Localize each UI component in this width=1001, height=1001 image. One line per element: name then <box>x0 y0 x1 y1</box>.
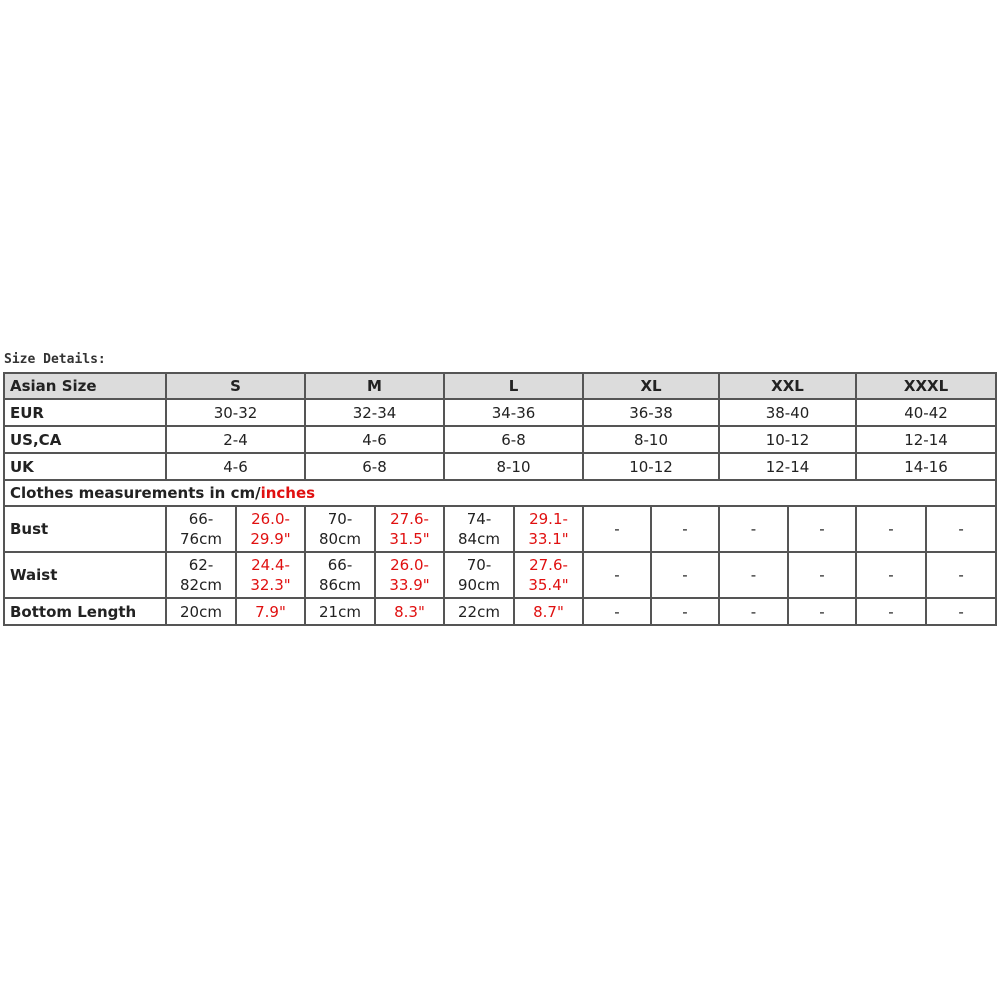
cm-cell <box>444 506 514 552</box>
conversion-cell: 38-40 <box>719 399 856 426</box>
inch-cell <box>514 598 583 625</box>
cell-line: 29.9" <box>250 530 291 548</box>
cell-line: 20cm <box>180 602 222 621</box>
cell-line: 26.0- <box>390 556 429 574</box>
cell-line: 76cm <box>180 530 222 548</box>
cell-line: - <box>682 566 688 584</box>
conversion-cell: 12-14 <box>719 453 856 480</box>
cm-cell <box>583 506 651 552</box>
cell-line: 8.3" <box>394 602 425 621</box>
cm-cell <box>166 598 236 625</box>
row-label: US,CA <box>4 426 166 453</box>
inch-cell <box>236 552 305 598</box>
measurement-row <box>4 506 996 552</box>
conversion-cell: 8-10 <box>444 453 583 480</box>
cell-line: - <box>682 520 688 538</box>
conversion-cell: 10-12 <box>583 453 719 480</box>
cell-line: 21cm <box>319 602 361 621</box>
size-header-label: Asian Size <box>4 373 166 399</box>
cell-line: - <box>614 520 620 538</box>
cell-line: 84cm <box>458 530 500 548</box>
cell-line: 8.7" <box>533 602 564 621</box>
cell-line: 22cm <box>458 602 500 621</box>
measurements-title-prefix: Clothes measurements in cm/ <box>10 484 261 502</box>
cell-line: 66- <box>327 556 353 574</box>
cm-cell <box>583 552 651 598</box>
size-header-cell: M <box>305 373 444 399</box>
cell-line: - <box>614 602 620 621</box>
inch-cell <box>514 506 583 552</box>
cell-line: 27.6- <box>529 556 568 574</box>
cell-line: 70- <box>327 510 353 528</box>
cm-cell <box>926 552 996 598</box>
cm-cell <box>856 552 926 598</box>
cell-line: - <box>819 566 825 584</box>
cm-cell <box>651 552 719 598</box>
row-label: Bottom Length <box>4 598 166 625</box>
cm-cell <box>788 552 856 598</box>
cm-cell <box>719 598 788 625</box>
cm-cell <box>583 598 651 625</box>
conversion-cell: 32-34 <box>305 399 444 426</box>
cm-cell <box>788 598 856 625</box>
cell-line: 29.1- <box>529 510 568 528</box>
cell-line: - <box>958 566 964 584</box>
cm-cell <box>651 598 719 625</box>
size-header-row <box>4 373 996 399</box>
size-header-cell: XXL <box>719 373 856 399</box>
inch-cell <box>514 552 583 598</box>
measurements-title-inches: inches <box>260 484 316 502</box>
conversion-cell: 2-4 <box>166 426 305 453</box>
size-header-cell: XXXL <box>856 373 996 399</box>
size-details-title: Size Details: <box>4 352 106 367</box>
size-header-cell: XL <box>583 373 719 399</box>
cell-line: 66- <box>188 510 214 528</box>
size-chart-table <box>3 372 997 626</box>
row-label: EUR <box>4 399 166 426</box>
cell-line: 74- <box>466 510 492 528</box>
cell-line: - <box>750 520 757 538</box>
row-label: UK <box>4 453 166 480</box>
conversion-cell: 6-8 <box>444 426 583 453</box>
conversion-cell: 6-8 <box>305 453 444 480</box>
cm-cell <box>856 506 926 552</box>
cell-line: 7.9" <box>255 602 286 621</box>
size-header-cell: S <box>166 373 305 399</box>
measurement-row <box>4 552 996 598</box>
measurement-row <box>4 598 996 625</box>
cell-line: - <box>750 602 757 621</box>
cell-line: - <box>888 520 894 538</box>
cm-cell <box>305 598 375 625</box>
cell-line: 35.4" <box>528 576 569 594</box>
cell-line: 82cm <box>180 576 222 594</box>
size-details-section <box>3 350 998 626</box>
cell-line: - <box>614 566 620 584</box>
cell-line: 27.6- <box>390 510 429 528</box>
cm-cell <box>305 552 375 598</box>
conversion-cell: 36-38 <box>583 399 719 426</box>
cell-line: 90cm <box>458 576 500 594</box>
conversion-row <box>4 426 996 453</box>
cm-cell <box>926 598 996 625</box>
cell-line: - <box>888 602 894 621</box>
conversion-row <box>4 399 996 426</box>
cell-line: 24.4- <box>251 556 290 574</box>
measurements-title-row <box>4 480 996 506</box>
cell-line: - <box>750 566 757 584</box>
cell-line: - <box>819 602 825 621</box>
inch-cell <box>236 598 305 625</box>
inch-cell <box>236 506 305 552</box>
conversion-cell: 14-16 <box>856 453 996 480</box>
conversion-cell: 12-14 <box>856 426 996 453</box>
conversion-row <box>4 453 996 480</box>
cm-cell <box>305 506 375 552</box>
cm-cell <box>788 506 856 552</box>
conversion-cell: 4-6 <box>166 453 305 480</box>
inch-cell <box>375 506 444 552</box>
cm-cell <box>166 552 236 598</box>
cm-cell <box>926 506 996 552</box>
cell-line: 70- <box>466 556 492 574</box>
cell-line: 33.9" <box>389 576 430 594</box>
size-chart-body <box>4 373 996 625</box>
cell-line: - <box>682 602 688 621</box>
cm-cell <box>444 598 514 625</box>
conversion-cell: 40-42 <box>856 399 996 426</box>
row-label: Waist <box>4 552 166 598</box>
row-label: Bust <box>4 506 166 552</box>
cm-cell <box>166 506 236 552</box>
cell-line: - <box>888 566 894 584</box>
inch-cell <box>375 552 444 598</box>
cm-cell <box>444 552 514 598</box>
cell-line: 26.0- <box>251 510 290 528</box>
conversion-cell: 8-10 <box>583 426 719 453</box>
conversion-cell: 30-32 <box>166 399 305 426</box>
inch-cell <box>375 598 444 625</box>
cell-line: 62- <box>188 556 214 574</box>
cm-cell <box>719 506 788 552</box>
measurements-title <box>4 480 996 506</box>
conversion-cell: 10-12 <box>719 426 856 453</box>
size-header-cell: L <box>444 373 583 399</box>
cm-cell <box>651 506 719 552</box>
cell-line: 80cm <box>319 530 361 548</box>
cm-cell <box>856 598 926 625</box>
cell-line: 33.1" <box>528 530 569 548</box>
cell-line: - <box>958 602 964 621</box>
cell-line: - <box>819 520 825 538</box>
cell-line: 31.5" <box>389 530 430 548</box>
conversion-cell: 34-36 <box>444 399 583 426</box>
cell-line: - <box>958 520 964 538</box>
cm-cell <box>719 552 788 598</box>
conversion-cell: 4-6 <box>305 426 444 453</box>
cell-line: 86cm <box>319 576 361 594</box>
cell-line: 32.3" <box>250 576 291 594</box>
